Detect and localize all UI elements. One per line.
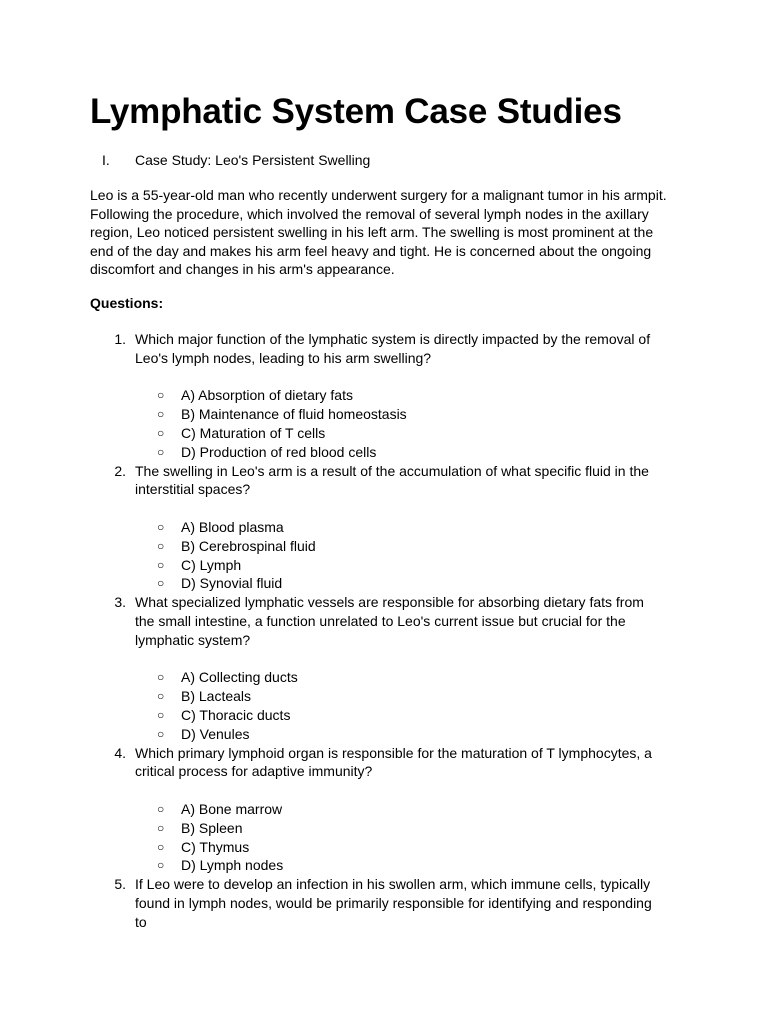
answer-choice (0, 386, 768, 405)
answer-choice-text: C) Lymph (181, 556, 242, 573)
answer-choice-text: A) Bone marrow (181, 800, 283, 817)
answer-choice-text: C) Thymus (181, 838, 250, 855)
answer-choice (0, 668, 768, 687)
answer-choice (0, 838, 768, 857)
hollow-circle-bullet-icon: ○ (157, 707, 165, 722)
question-number: 4. (114, 744, 126, 761)
answer-choice (0, 706, 768, 725)
answer-choice-text: B) Cerebrospinal fluid (181, 537, 316, 554)
question-number: 2. (114, 462, 126, 479)
question-list (0, 330, 768, 931)
document-title: Lymphatic System Case Studies (90, 92, 622, 131)
question-number: 5. (114, 876, 126, 893)
answer-choice-text: D) Synovial fluid (181, 575, 283, 592)
answer-choice-text: D) Lymph nodes (181, 857, 284, 874)
question-text: What specialized lymphatic vessels are responsible for absorbing dietary fats from the small intestine, a function unrelated to Leo's current issue but crucial for the lymphatic system? (135, 594, 644, 648)
question-item (0, 462, 768, 594)
answer-choice (0, 424, 768, 443)
answer-choice-text: B) Lacteals (181, 688, 252, 704)
answer-choice (0, 556, 768, 575)
hollow-circle-bullet-icon: ○ (157, 801, 165, 816)
answer-choice-text: C) Thoracic ducts (181, 706, 291, 723)
answer-choice (0, 800, 768, 819)
section-title: Case Study: Leo's Persistent Swelling (135, 152, 371, 168)
answer-choice (0, 537, 768, 556)
hollow-circle-bullet-icon: ○ (157, 726, 165, 741)
answer-choice (0, 856, 768, 875)
answer-choice (0, 405, 768, 424)
question-text: Which major function of the lymphatic system is directly impacted by the removal of Leo's lymph nodes, leading to his arm swelling? (135, 331, 651, 366)
hollow-circle-bullet-icon: ○ (157, 538, 165, 553)
question-item (0, 875, 768, 931)
answer-choice-text: D) Venules (181, 725, 250, 742)
hollow-circle-bullet-icon: ○ (157, 576, 165, 591)
question-item (0, 593, 768, 743)
answer-choice-text: B) Spleen (181, 819, 243, 836)
question-number: 3. (114, 594, 126, 611)
hollow-circle-bullet-icon: ○ (157, 388, 165, 403)
answer-choice-text: B) Maintenance of fluid homeostasis (181, 405, 407, 422)
answer-choice (0, 518, 768, 537)
section-heading (102, 151, 370, 170)
hollow-circle-bullet-icon: ○ (157, 839, 165, 854)
hollow-circle-bullet-icon: ○ (157, 406, 165, 421)
hollow-circle-bullet-icon: ○ (157, 670, 165, 685)
case-description: Leo is a 55-year-old man who recently underwent surgery for a malignant tumor in his armpit. Following the procedure, which involved the removal of several lymph nodes in the axillary region, Leo noticed persistent swelling in his left arm. The swelling is most prominent at the end of the day and makes his arm feel heavy and tight. He is concerned about the ongoing discomfort and changes in his arm's appearance. (90, 187, 667, 278)
answer-choices (0, 781, 768, 875)
answer-choice-text: A) Collecting ducts (181, 669, 298, 686)
hollow-circle-bullet-icon: ○ (157, 557, 165, 572)
answer-choices (0, 649, 768, 743)
section-numeral: I. (102, 152, 110, 168)
question-number: 1. (114, 331, 126, 347)
answer-choices (0, 367, 768, 461)
question-text: The swelling in Leo's arm is a result of the accumulation of what specific fluid in the interstitial spaces? (135, 462, 649, 498)
answer-choice (0, 725, 768, 744)
answer-choice (0, 687, 768, 706)
answer-choices (0, 499, 768, 593)
question-text: If Leo were to develop an infection in his swollen arm, which immune cells, typically found in lymph nodes, would be primarily responsible for identifying and responding to (135, 876, 652, 930)
answer-choice-text: A) Blood plasma (181, 518, 284, 535)
hollow-circle-bullet-icon: ○ (157, 444, 165, 459)
questions-heading: Questions: (90, 295, 164, 311)
answer-choice-text: A) Absorption of dietary fats (181, 387, 353, 404)
question-item (0, 330, 768, 462)
answer-choice-text: D) Production of red blood cells (181, 443, 377, 460)
hollow-circle-bullet-icon: ○ (157, 689, 165, 703)
question-item (0, 744, 768, 876)
answer-choice (0, 574, 768, 593)
answer-choice (0, 819, 768, 838)
hollow-circle-bullet-icon: ○ (157, 820, 165, 835)
hollow-circle-bullet-icon: ○ (157, 425, 165, 440)
hollow-circle-bullet-icon: ○ (157, 519, 165, 534)
question-text: Which primary lymphoid organ is responsible for the maturation of T lymphocytes, a critical process for adaptive immunity? (135, 744, 652, 780)
answer-choice (0, 443, 768, 462)
hollow-circle-bullet-icon: ○ (157, 858, 165, 873)
answer-choice-text: C) Maturation of T cells (181, 424, 326, 441)
